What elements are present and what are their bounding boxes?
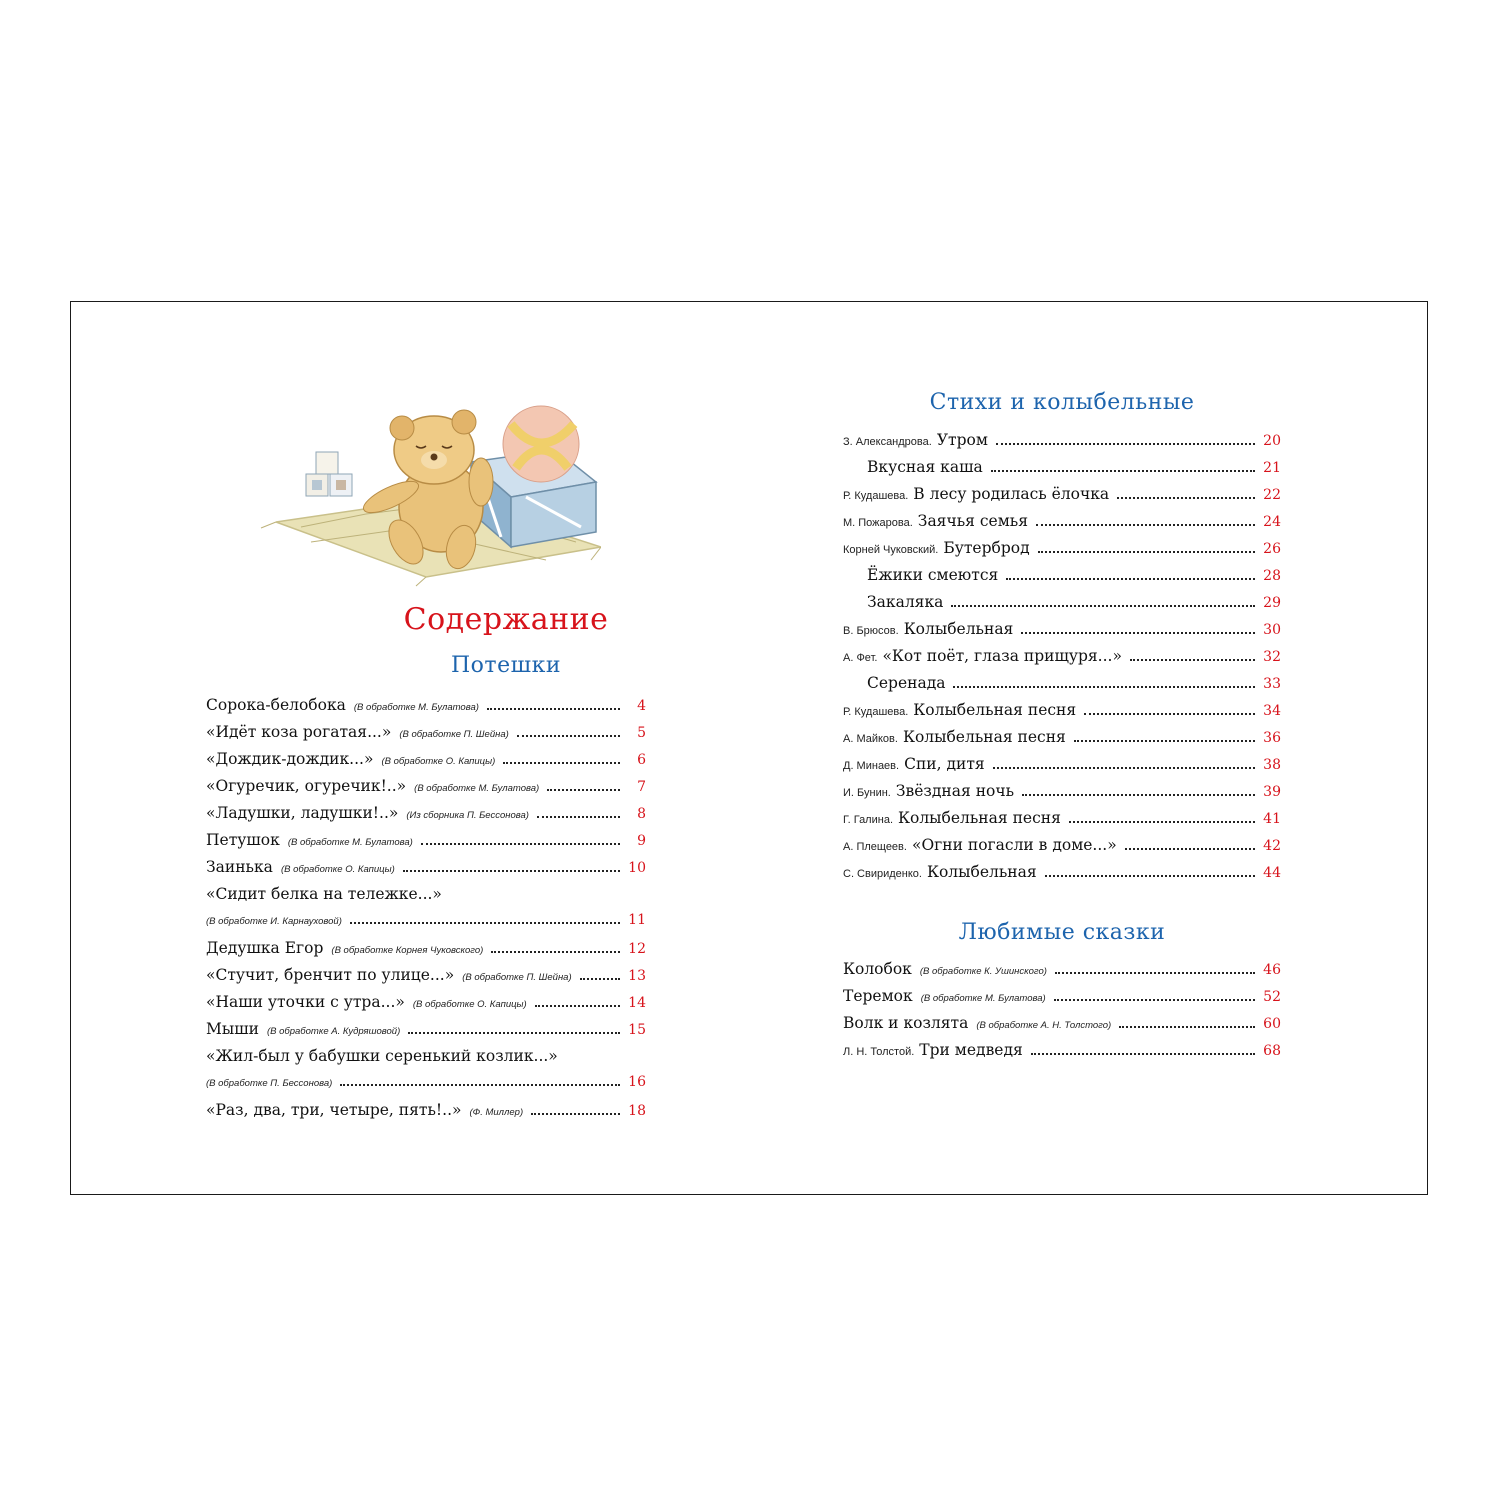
entry-title: Закаляка xyxy=(867,593,944,611)
entry-author: В. Брюсов. xyxy=(843,625,899,637)
page-number: 7 xyxy=(637,779,646,795)
toc-section-skazki xyxy=(843,960,1281,1068)
dot-leader xyxy=(951,605,1255,607)
dot-leader xyxy=(996,443,1255,445)
dot-leader xyxy=(580,978,620,980)
dot-leader xyxy=(1074,740,1255,742)
entry-title: «Раз, два, три, четыре, пять!..» xyxy=(206,1101,462,1119)
toc-entry[interactable] xyxy=(843,431,1281,458)
dot-leader xyxy=(1084,713,1255,715)
toc-entry[interactable] xyxy=(206,1101,646,1128)
entry-title: «Идёт коза рогатая...» xyxy=(206,723,392,741)
ball-icon xyxy=(503,406,579,482)
entry-title: Дедушка Егор xyxy=(206,939,324,957)
toc-entry[interactable] xyxy=(206,885,646,912)
dot-leader xyxy=(953,686,1255,688)
entry-title: «Ладушки, ладушки!..» xyxy=(206,804,399,822)
dot-leader xyxy=(350,922,620,924)
page-number: 13 xyxy=(628,968,646,984)
dot-leader xyxy=(1130,659,1255,661)
entry-note: (В обработке М. Булатова) xyxy=(414,783,540,794)
dot-leader xyxy=(1038,551,1255,553)
toc-entry[interactable] xyxy=(206,939,646,966)
toc-entry[interactable] xyxy=(843,863,1281,890)
dot-leader xyxy=(1055,972,1255,974)
entry-title: Колыбельная песня xyxy=(902,728,1066,746)
teddy-bear-illustration xyxy=(256,402,601,602)
section-title-skazki: Любимые сказки xyxy=(958,920,1166,945)
entry-title: Вкусная каша xyxy=(867,458,983,476)
page-number: 32 xyxy=(1263,649,1281,665)
entry-note: (В обработке П. Бессонова) xyxy=(206,1078,333,1089)
dot-leader xyxy=(487,708,620,710)
entry-author: А. Майков. xyxy=(843,733,898,745)
toc-entry[interactable] xyxy=(843,539,1281,566)
section-title-poteshki: Потешки xyxy=(451,653,561,678)
page-number: 26 xyxy=(1263,541,1281,557)
entry-title: Колыбельная песня xyxy=(913,701,1077,719)
toc-entry[interactable] xyxy=(206,831,646,858)
toc-entry[interactable] xyxy=(843,458,1281,485)
toc-entry[interactable] xyxy=(843,620,1281,647)
dot-leader xyxy=(993,767,1255,769)
dot-leader xyxy=(1045,875,1255,877)
page-number: 8 xyxy=(637,806,646,822)
toc-entry[interactable] xyxy=(206,1047,646,1074)
toc-entry[interactable] xyxy=(843,566,1281,593)
page-number: 24 xyxy=(1263,514,1281,530)
entry-note: (В обработке О. Капицы) xyxy=(412,999,527,1010)
entry-author: З. Александрова. xyxy=(843,436,932,448)
entry-note: (В обработке А. Кудряшовой) xyxy=(266,1026,401,1037)
toc-entry[interactable] xyxy=(843,593,1281,620)
page-number: 11 xyxy=(628,912,646,928)
toc-entry[interactable] xyxy=(843,987,1281,1014)
section-title-stikhi: Стихи и колыбельные xyxy=(929,390,1195,415)
entry-title: Бутерброд xyxy=(943,539,1030,557)
entry-title: «Наши уточки с утра...» xyxy=(206,993,405,1011)
entry-title: Мыши xyxy=(206,1020,259,1038)
entry-title: Колыбельная песня xyxy=(898,809,1061,827)
dot-leader xyxy=(1119,1026,1255,1028)
toc-entry[interactable] xyxy=(843,755,1281,782)
entry-note: (В обработке Корнея Чуковского) xyxy=(331,945,484,956)
toc-entry[interactable] xyxy=(206,723,646,750)
entry-author: М. Пожарова. xyxy=(843,517,913,529)
entry-author: А. Фет. xyxy=(843,652,878,664)
toc-entry[interactable] xyxy=(843,1014,1281,1041)
page-number: 20 xyxy=(1263,433,1281,449)
entry-author: А. Плещеев. xyxy=(843,841,907,853)
dot-leader xyxy=(1022,794,1255,796)
page-number: 44 xyxy=(1263,865,1281,881)
page-number: 34 xyxy=(1263,703,1281,719)
entry-title: «Стучит, бренчит по улице...» xyxy=(206,966,455,984)
entry-note: (В обработке М. Булатова) xyxy=(920,993,1046,1004)
entry-author: Р. Кудашева. xyxy=(843,706,909,718)
page-number: 21 xyxy=(1263,460,1281,476)
page-number: 29 xyxy=(1263,595,1281,611)
entry-title: Теремок xyxy=(843,987,913,1005)
toc-entry[interactable] xyxy=(206,696,646,723)
toc-entry[interactable] xyxy=(206,804,646,831)
toc-entry[interactable] xyxy=(206,966,646,993)
dot-leader xyxy=(1054,999,1255,1001)
page-number: 4 xyxy=(637,698,646,714)
entry-title: «Сидит белка на тележке...» xyxy=(206,885,442,903)
dot-leader xyxy=(1125,848,1255,850)
page-number: 18 xyxy=(628,1103,646,1119)
dot-leader xyxy=(403,870,620,872)
page-number: 41 xyxy=(1263,811,1281,827)
entry-title: Три медведя xyxy=(919,1041,1023,1059)
toc-entry[interactable] xyxy=(843,782,1281,809)
entry-title: Звёздная ночь xyxy=(895,782,1015,800)
entry-title: «Огуречик, огуречик!..» xyxy=(206,777,407,795)
dot-leader xyxy=(991,470,1255,472)
entry-title: Колыбельная xyxy=(926,863,1037,881)
dot-leader xyxy=(531,1113,620,1115)
toc-entry[interactable] xyxy=(843,809,1281,836)
toc-entry[interactable] xyxy=(206,1020,646,1047)
dot-leader xyxy=(1036,524,1255,526)
entry-author: С. Свириденко. xyxy=(843,868,922,880)
toc-entry[interactable] xyxy=(843,728,1281,755)
page-number: 36 xyxy=(1263,730,1281,746)
page-number: 5 xyxy=(637,725,646,741)
toc-entry[interactable] xyxy=(206,777,646,804)
toc-entry-continuation[interactable] xyxy=(206,1074,646,1101)
dot-leader xyxy=(1031,1053,1255,1055)
entry-title: «Дождик-дождик...» xyxy=(206,750,374,768)
entry-title: Колобок xyxy=(843,960,912,978)
entry-note: (В обработке И. Карнауховой) xyxy=(206,916,342,927)
entry-note: (В обработке П. Шейна) xyxy=(462,972,572,983)
entry-note: (В обработке П. Шейна) xyxy=(399,729,509,740)
page-number: 60 xyxy=(1263,1016,1281,1032)
page-number: 42 xyxy=(1263,838,1281,854)
page-number: 46 xyxy=(1263,962,1281,978)
page-number: 39 xyxy=(1263,784,1281,800)
page-number: 33 xyxy=(1263,676,1281,692)
entry-title: Спи, дитя xyxy=(904,755,985,773)
toc-entry[interactable] xyxy=(843,674,1281,701)
entry-note: (Ф. Миллер) xyxy=(469,1107,524,1118)
toc-entry[interactable] xyxy=(843,701,1281,728)
page-number: 12 xyxy=(628,941,646,957)
dot-leader xyxy=(1006,578,1255,580)
page-number: 22 xyxy=(1263,487,1281,503)
entry-title: Волк и козлята xyxy=(843,1014,969,1032)
entry-note: (В обработке О. Капицы) xyxy=(381,756,496,767)
dot-leader xyxy=(517,735,620,737)
dot-leader xyxy=(1021,632,1255,634)
toc-entry-continuation[interactable] xyxy=(206,912,646,939)
entry-author: Л. Н. Толстой. xyxy=(843,1046,915,1058)
page-number: 10 xyxy=(628,860,646,876)
entry-title: Утром xyxy=(936,431,988,449)
dot-leader xyxy=(340,1084,620,1086)
dot-leader xyxy=(421,843,620,845)
contents-heading: Содержание xyxy=(403,602,609,637)
toc-entry[interactable] xyxy=(843,960,1281,987)
dot-leader xyxy=(1117,497,1255,499)
entry-title: Заинька xyxy=(206,858,273,876)
toc-entry[interactable] xyxy=(206,993,646,1020)
entry-author: Г. Галина. xyxy=(843,814,893,826)
toc-entry[interactable] xyxy=(206,750,646,777)
page-number: 30 xyxy=(1263,622,1281,638)
toc-entry[interactable] xyxy=(843,485,1281,512)
dot-leader xyxy=(537,816,620,818)
dot-leader xyxy=(535,1005,620,1007)
toy-blocks-icon xyxy=(306,452,352,496)
entry-title: Сорока-белобока xyxy=(206,696,346,714)
entry-author: И. Бунин. xyxy=(843,787,891,799)
toc-entry[interactable] xyxy=(843,1041,1281,1068)
page-number: 9 xyxy=(637,833,646,849)
entry-author: Корней Чуковский. xyxy=(843,544,939,556)
entry-author: Р. Кудашева. xyxy=(843,490,909,502)
toc-entry[interactable] xyxy=(843,512,1281,539)
toc-entry[interactable] xyxy=(843,647,1281,674)
toc-section-stikhi xyxy=(843,431,1281,890)
entry-title: Ёжики смеются xyxy=(867,566,999,584)
entry-title: Серенада xyxy=(867,674,946,692)
page-number: 28 xyxy=(1263,568,1281,584)
dot-leader xyxy=(503,762,620,764)
entry-title: «Кот поёт, глаза прищуря...» xyxy=(882,647,1122,665)
toc-section-poteshki xyxy=(206,696,646,1128)
page-number: 38 xyxy=(1263,757,1281,773)
page-number: 15 xyxy=(628,1022,646,1038)
entry-note: (В обработке А. Н. Толстого) xyxy=(976,1020,1112,1031)
dot-leader xyxy=(408,1032,620,1034)
entry-title: Петушок xyxy=(206,831,280,849)
entry-title: Колыбельная xyxy=(903,620,1014,638)
page-number: 6 xyxy=(637,752,646,768)
book-spread xyxy=(70,301,1428,1195)
page-number: 14 xyxy=(628,995,646,1011)
entry-title: «Огни погасли в доме...» xyxy=(911,836,1117,854)
dot-leader xyxy=(1069,821,1255,823)
toc-entry[interactable] xyxy=(843,836,1281,863)
dot-leader xyxy=(491,951,620,953)
toc-entry[interactable] xyxy=(206,858,646,885)
entry-note: (В обработке М. Булатова) xyxy=(287,837,413,848)
entry-note: (В обработке М. Булатова) xyxy=(353,702,479,713)
entry-title: «Жил-был у бабушки серенький козлик...» xyxy=(206,1047,558,1065)
entry-note: (В обработке К. Ушинского) xyxy=(919,966,1047,977)
entry-title: В лесу родилась ёлочка xyxy=(913,485,1110,503)
page-number: 52 xyxy=(1263,989,1281,1005)
entry-title: Заячья семья xyxy=(917,512,1028,530)
entry-note: (Из сборника П. Бессонова) xyxy=(406,810,529,821)
entry-note: (В обработке О. Капицы) xyxy=(280,864,395,875)
dot-leader xyxy=(547,789,620,791)
page-number: 16 xyxy=(628,1074,646,1090)
entry-author: Д. Минаев. xyxy=(843,760,900,772)
page-number: 68 xyxy=(1263,1043,1281,1059)
